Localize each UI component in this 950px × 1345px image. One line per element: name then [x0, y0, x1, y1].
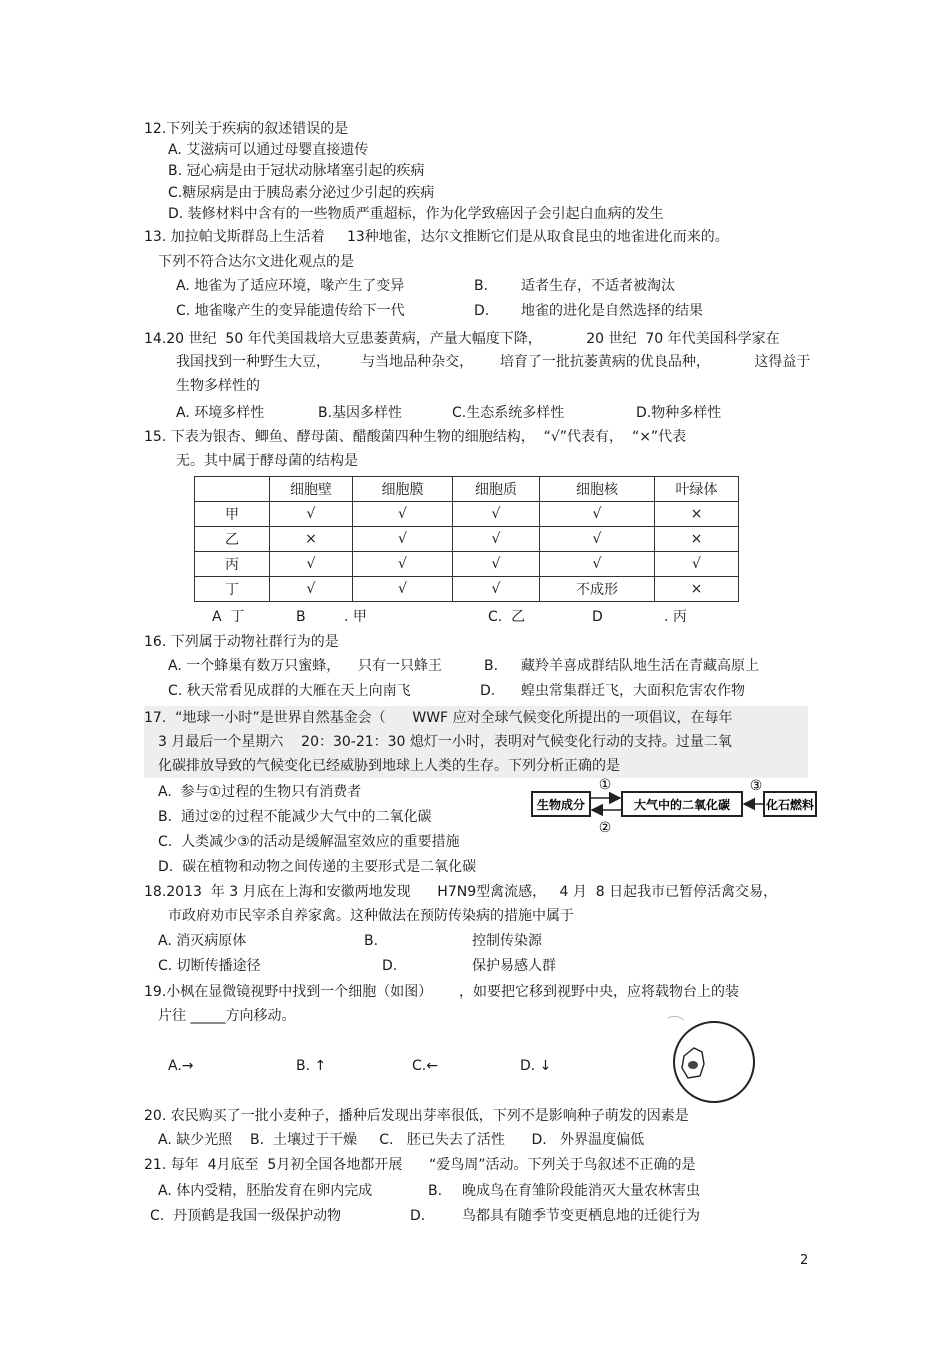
q15-option-b-letter: B [296, 609, 306, 625]
table-cell: √ [655, 552, 739, 577]
q16-option-a: A. 一个蜂巢有数万只蜜蜂， 只有一只蜂王 [168, 658, 443, 674]
q21-option-b: 晚成鸟在育雏阶段能消灭大量农林害虫 [462, 1183, 700, 1199]
table-row [195, 527, 739, 552]
table-row [195, 502, 739, 527]
table-cell: × [655, 527, 739, 552]
table-cell: × [270, 527, 353, 552]
q17-stem-line3: 化碳排放导致的气候变化已经威胁到地球上人类的生存。下列分析正确的是 [158, 758, 620, 774]
q18-option-d-letter: D. [382, 958, 398, 974]
q19-stem-line2: 片往 _____方向移动。 [158, 1008, 296, 1024]
table-header-cell: 细胞质 [453, 477, 540, 502]
table-cell: √ [540, 502, 655, 527]
q21-option-d-letter: D. [410, 1208, 426, 1224]
q15-option-b: . 甲 [344, 609, 367, 625]
process-label-3: ③ [749, 778, 763, 794]
table-header-cell: 细胞膜 [353, 477, 453, 502]
table-header-cell: 细胞核 [540, 477, 655, 502]
q15-stem-line1: 15. 下表为银杏、鲫鱼、酵母菌、醋酸菌四种生物的细胞结构， “√”代表有， “×”代表 [144, 429, 687, 445]
table-cell: √ [270, 577, 353, 602]
table-cell: 甲 [195, 502, 270, 527]
q16-option-d-letter: D. [480, 683, 496, 699]
process-label-2: ② [598, 820, 612, 836]
table-cell: √ [270, 552, 353, 577]
q14-option-a: A. 环境多样性 [176, 405, 265, 421]
table-cell: √ [353, 502, 453, 527]
q21-stem: 21. 每年 4月底至 5月初全国各地都开展 “爱鸟周”活动。下列关于鸟叙述不正确的是 [144, 1157, 696, 1173]
q14-option-c: C.生态系统多样性 [452, 405, 565, 421]
table-cell: √ [540, 552, 655, 577]
q12-option-d: D. 装修材料中含有的一些物质严重超标，作为化学致癌因子会引起白血病的发生 [168, 206, 664, 222]
q18-option-a: A. 消灭病原体 [158, 933, 247, 949]
q21-option-d: 鸟都具有随季节变更栖息地的迁徙行为 [462, 1208, 700, 1224]
q13-option-d: 地雀的进化是自然选择的结果 [521, 303, 703, 319]
table-cell: × [655, 577, 739, 602]
q18-option-b-letter: B. [364, 933, 379, 949]
q19-option-d: D. ↓ [520, 1058, 552, 1074]
microscope-field-of-view [664, 1012, 764, 1112]
q12-option-b: B. 冠心病是由于冠状动脉堵塞引起的疾病 [168, 163, 425, 179]
q13-stem-line2: 下列不符合达尔文进化观点的是 [158, 254, 354, 270]
table-cell: √ [453, 577, 540, 602]
q13-option-d-letter: D. [474, 303, 490, 319]
q13-option-b-letter: B. [474, 278, 489, 294]
q12-stem: 12.下列关于疾病的叙述错误的是 [144, 121, 349, 137]
q19-option-c: C.← [412, 1058, 438, 1074]
table-cell: √ [353, 577, 453, 602]
table-cell: 丙 [195, 552, 270, 577]
q17-option-d: D. 碳在植物和动物之间传递的主要形式是二氧化碳 [158, 859, 477, 875]
carbon-cycle-diagram [530, 776, 820, 836]
q21-option-b-letter: B. [428, 1183, 443, 1199]
q18-stem-line1: 18.2013 年 3 月底在上海和安徽两地发现 H7N9型禽流感， 4 月 8 日起我市已暂停活禽交易， [144, 884, 778, 900]
q15-option-c: C. 乙 [488, 609, 526, 625]
q14-stem-line2: 我国找到一种野生大豆， 与当地品种杂交， 培育了一批抗萎黄病的优良品种， 这得益于 [176, 354, 811, 370]
q18-option-c: C. 切断传播途径 [158, 958, 261, 974]
table-cell: √ [270, 502, 353, 527]
field-of-view-circle [674, 1022, 754, 1102]
q13-stem-line1: 13. 加拉帕戈斯群岛上生活着 13种地雀，达尔文推断它们是从取食昆虫的地雀进化而来的。 [144, 229, 729, 245]
table-cell: √ [353, 527, 453, 552]
table-header-cell [195, 477, 270, 502]
table-cell: 不成形 [540, 577, 655, 602]
q17-option-a: A. 参与①过程的生物只有消费者 [158, 784, 362, 800]
q13-option-b: 适者生存，不适者被淘汰 [521, 278, 675, 294]
table-cell: 乙 [195, 527, 270, 552]
q18-stem-line2: 市政府劝市民宰杀自养家禽。这种做法在预防传染病的措施中属于 [168, 908, 574, 924]
q16-option-c: C. 秋天常看见成群的大雁在天上向南飞 [168, 683, 411, 699]
q14-option-b: B.基因多样性 [318, 405, 403, 421]
q19-option-a: A.→ [168, 1058, 194, 1074]
q17-stem-line2: 3 月最后一个星期六 20：30-21：30 熄灯一小时，表明对气候变化行动的支持。过量二氧 [158, 734, 732, 750]
page-number: 2 [800, 1253, 809, 1268]
q14-option-d: D.物种多样性 [636, 405, 722, 421]
q14-stem-line3: 生物多样性的 [176, 378, 260, 394]
q15-option-a: A 丁 [212, 609, 245, 625]
q14-stem-line1: 14.20 世纪 50 年代美国栽培大豆患萎黄病，产量大幅度下降， 20 世纪 70 年代美国科学家在 [144, 331, 780, 347]
q13-option-c: C. 地雀喙产生的变异能遗传给下一代 [176, 303, 405, 319]
table-cell: √ [453, 502, 540, 527]
table-cell: 丁 [195, 577, 270, 602]
q12-option-c: C.糖尿病是由于胰岛素分泌过少引起的疾病 [168, 185, 435, 201]
q12-option-a: A. 艾滋病可以通过母婴直接遗传 [168, 142, 369, 158]
q16-option-b: 藏羚羊喜成群结队地生活在青藏高原上 [521, 658, 759, 674]
table-cell: √ [453, 552, 540, 577]
table-row [195, 577, 739, 602]
q13-option-a: A. 地雀为了适应环境，喙产生了变异 [176, 278, 405, 294]
nucleus-icon [688, 1061, 698, 1069]
q21-option-a: A. 体内受精，胚胎发育在卵内完成 [158, 1183, 373, 1199]
q18-option-b: 控制传染源 [472, 933, 542, 949]
table-cell: √ [540, 527, 655, 552]
q16-option-d: 蝗虫常集群迁飞，大面积危害农作物 [521, 683, 745, 699]
fossil-fuel-label: 化石燃料 [765, 798, 815, 812]
q20-stem: 20. 农民购买了一批小麦种子，播种后发现出芽率很低，下列不是影响种子萌发的因素是 [144, 1108, 689, 1124]
table-cell: √ [453, 527, 540, 552]
q18-option-d: 保护易感人群 [472, 958, 556, 974]
table-cell: √ [353, 552, 453, 577]
q20-options: A. 缺少光照 B. 土壤过于干燥 C. 胚已失去了活性 D. 外界温度偏低 [158, 1132, 645, 1148]
q15-stem-line2: 无。其中属于酵母菌的结构是 [176, 453, 358, 469]
q17-option-c: C. 人类减少③的活动是缓解温室效应的重要措施 [158, 834, 460, 850]
q19-stem-line1: 19.小枫在显微镜视野中找到一个细胞（如图） ，如要把它移到视野中央，应将载物台上的装 [144, 984, 739, 1000]
atmospheric-co2-label: 大气中的二氧化碳 [633, 798, 731, 812]
q15-option-d-letter: D [592, 609, 603, 625]
q21-option-c: C. 丹顶鹤是我国一级保护动物 [150, 1208, 342, 1224]
biotic-component-label: 生物成分 [536, 798, 586, 812]
table-header-cell: 叶绿体 [655, 477, 739, 502]
blur-mark [668, 1016, 684, 1020]
cell-structure-table [194, 476, 739, 602]
q19-option-b: B. ↑ [296, 1058, 327, 1074]
q16-stem: 16. 下列属于动物社群行为的是 [144, 634, 339, 650]
table-header-cell: 细胞壁 [270, 477, 353, 502]
process-label-1: ① [598, 777, 612, 793]
table-row [195, 552, 739, 577]
q16-option-b-letter: B. [484, 658, 499, 674]
q15-option-d: . 丙 [664, 609, 687, 625]
q17-stem-line1: 17. “地球一小时”是世界自然基金会（ WWF 应对全球气候变化所提出的一项倡议，在每年 [144, 710, 733, 726]
q17-option-b: B. 通过②的过程不能减少大气中的二氧化碳 [158, 809, 432, 825]
table-cell: × [655, 502, 739, 527]
table-header-row [195, 477, 739, 502]
